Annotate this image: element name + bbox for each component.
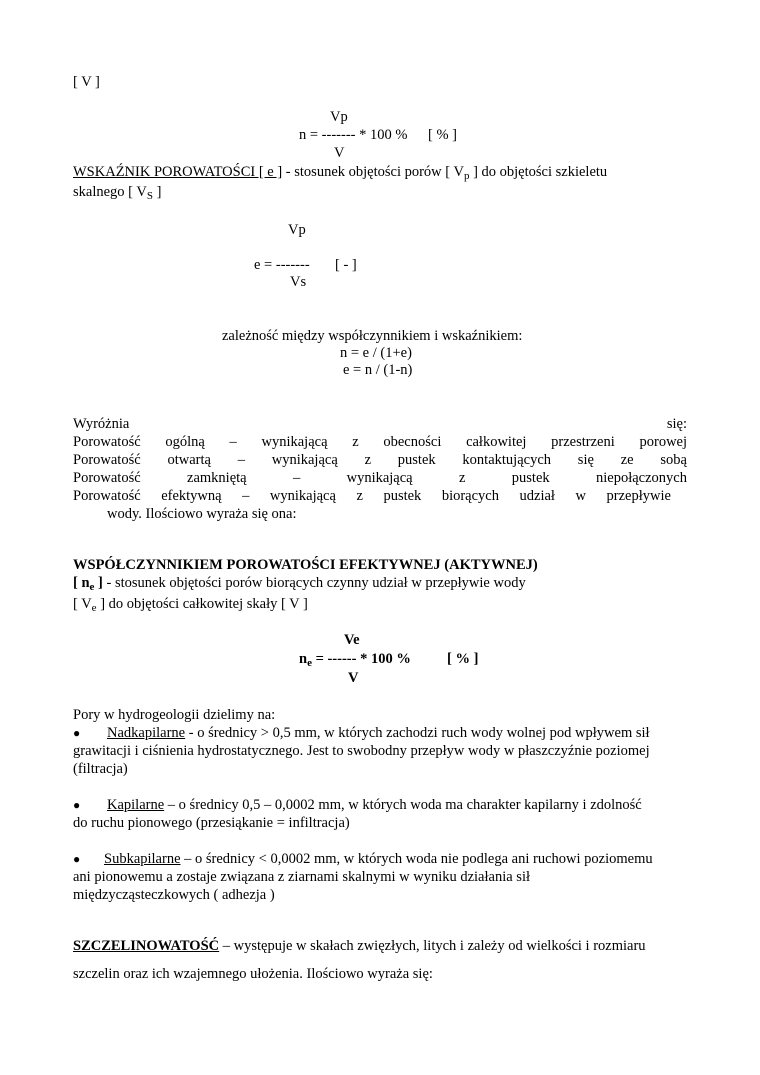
- effective-def-line1: [ $n_e$ ] - stosunek objętości porów biorących czynny udział w przepływie wody: [73, 575, 526, 593]
- pore-kapilarne-line1: Kapilarne – o średnicy 0,5 – 0,0002 mm, w których woda ma charakter kapilarny i zdolność: [107, 797, 642, 813]
- porosity-index-line2: skalnego [ $V_S$ ]: [73, 184, 162, 202]
- distinguish-line6: wody. Ilościowo wyraża się ona:: [107, 506, 297, 522]
- bullet-icon: ●: [73, 726, 81, 740]
- distinguish-line4: Porowatość zamkniętą – wynikającą z pustek niepołączonych: [73, 470, 687, 486]
- formula-n-numerator: Vp: [330, 109, 348, 125]
- distinguish-line2: Porowatość ogólną – wynikającą z obecności całkowitej przestrzeni porowej: [73, 434, 687, 450]
- bullet-icon: ●: [73, 852, 81, 866]
- pore-term: Subkapilarne: [104, 851, 181, 867]
- pore-nadkapilarne-line2: grawitacji i ciśnienia hydrostatycznego. Jest to swobodny przepływ wody w płaszczyźnie poziomej: [73, 743, 650, 759]
- distinguish-line1: Wyróżnia się:: [73, 416, 687, 432]
- distinguish-line3: Porowatość otwartą – wynikającą z pustek kontaktujących się ze sobą: [73, 452, 687, 468]
- pore-nadkapilarne-line1: Nadkapilarne - o średnicy > 0,5 mm, w których zachodzi ruch wody wolnej pod wpływem sił: [107, 725, 650, 741]
- effective-symbol: [ $n_e$ ]: [73, 575, 103, 593]
- effective-def-line2: [ $V_e$ ] do objętości całkowitej skały [ V ]: [73, 596, 308, 614]
- formula-e-unit: [ - ]: [335, 257, 357, 273]
- formula-n-unit: [ % ]: [428, 127, 457, 143]
- pore-term: Kapilarne: [107, 797, 165, 813]
- formula-ne-unit: [ % ]: [447, 651, 479, 667]
- formula-n-lhs: n = ------- * 100 %: [299, 127, 408, 143]
- porosity-index-term: WSKAŹNIK POROWATOŚCI [ e ]: [73, 164, 283, 180]
- distinguish-line5: Porowatość efektywną – wynikającą z pustek biorących udział w przepływie: [73, 488, 671, 504]
- pore-kapilarne-line2: do ruchu pionowego (przesiąkanie = infiltracja): [73, 815, 350, 831]
- formula-e-denominator: Vs: [290, 274, 307, 290]
- top-ref: [ V ]: [73, 74, 100, 90]
- formula-ne-numerator: Ve: [344, 632, 360, 648]
- pore-subkapilarne-line2: ani pionowemu a zostaje związana z ziarnami skalnymi w wyniku działania sił: [73, 869, 530, 885]
- pore-subkapilarne-line1: Subkapilarne – o średnicy < 0,0002 mm, w których woda nie podlega ani ruchowi poziomemu: [104, 851, 653, 867]
- bullet-icon: ●: [73, 798, 81, 812]
- relation-eq1: n = e / (1+e): [340, 345, 412, 361]
- fissure-line1: SZCZELINOWATOŚĆ – występuje w skałach zwięzłych, litych i zależy od wielkości i rozmiaru: [73, 938, 646, 954]
- formula-e-lhs: e = -------: [254, 257, 310, 273]
- fissure-line2: szczelin oraz ich wzajemnego ułożenia. Ilościowo wyraża się:: [73, 966, 433, 982]
- pores-intro: Pory w hydrogeologii dzielimy na:: [73, 707, 276, 723]
- relation-eq2: e = n / (1-n): [343, 362, 413, 378]
- pore-term: Nadkapilarne: [107, 725, 186, 741]
- relation-caption: zależność między współczynnikiem i wskaźnikiem:: [222, 328, 523, 344]
- formula-ne-lhs: $n_e$ = ------ * 100 %: [299, 651, 411, 669]
- porosity-index-line1: WSKAŹNIK POROWATOŚCI [ e ] - stosunek objętości porów [ $V_p$ ] do objętości szkieletu: [73, 164, 608, 182]
- fissure-term: SZCZELINOWATOŚĆ: [73, 938, 220, 954]
- effective-heading: WSPÓŁCZYNNIKIEM POROWATOŚCI EFEKTYWNEJ (AKTYWNEJ): [73, 557, 538, 573]
- pore-nadkapilarne-line3: (filtracja): [73, 761, 128, 777]
- formula-n-denominator: V: [334, 145, 345, 161]
- pore-subkapilarne-line3: międzycząsteczkowych ( adhezja ): [73, 887, 275, 903]
- formula-ne-denominator: V: [348, 670, 359, 686]
- formula-e-numerator: Vp: [288, 222, 306, 238]
